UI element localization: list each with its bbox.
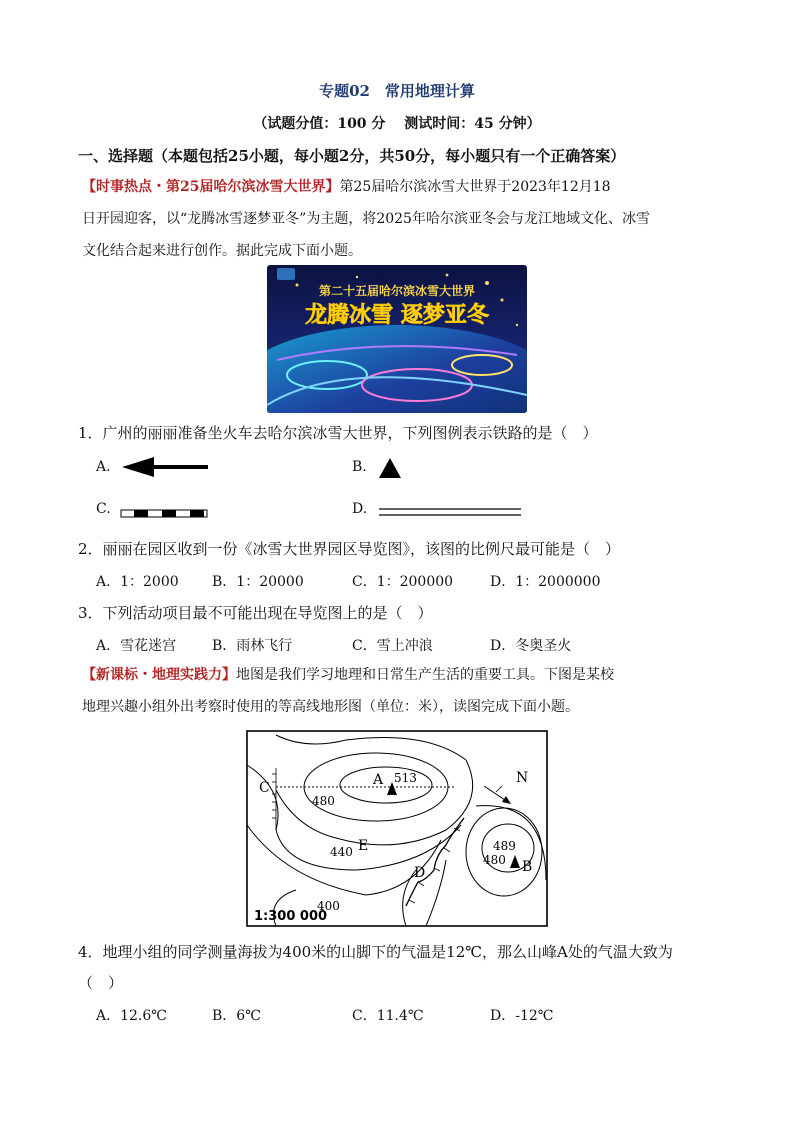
q3-option-d[interactable]: D．冬奥圣火 [490, 638, 572, 654]
q1-option-a-symbol [120, 457, 210, 481]
material-2-line-1 [82, 659, 614, 691]
label-c: C [259, 780, 270, 796]
label-b: B [522, 859, 533, 875]
q4-option-b[interactable]: B．6℃ [212, 1008, 261, 1024]
q3-option-b[interactable]: B．雨林飞行 [212, 638, 293, 654]
elevation-440: 440 [330, 845, 353, 859]
contour-map [246, 730, 548, 931]
question-3: 3．下列活动项目最不可能出现在导览图上的是（ ） [78, 604, 433, 622]
elevation-400: 400 [317, 899, 340, 913]
material-1-text: 第25届哈尔滨冰雪大世界于2023年12月18 [339, 179, 611, 195]
photo-banner-main: 龙腾冰雪 逐梦亚冬 [305, 303, 489, 328]
elevation-480-right: 480 [483, 853, 506, 867]
test-info: （试题分值：100 分 测试时间：45 分钟） [253, 116, 541, 132]
map-scale: 1:300 000 [254, 909, 328, 924]
elevation-513: 513 [394, 771, 417, 785]
material-2-text: 地图是我们学习地理和日常生产生活的重要工具。下图是某校 [236, 667, 614, 683]
q1-option-b-triangle-icon [378, 457, 402, 483]
q4-option-a[interactable]: A．12.6℃ [96, 1008, 167, 1024]
elevation-480-left: 480 [312, 794, 335, 808]
page-title: 专题02 常用地理计算 [319, 82, 475, 100]
q2-option-b[interactable]: B．1：20000 [212, 574, 304, 590]
ice-snow-world-photo [267, 265, 527, 413]
q2-option-c[interactable]: C．1：200000 [352, 574, 454, 590]
label-a: A [373, 772, 384, 788]
photo-banner-top: 第二十五届哈尔滨冰雪大世界 [318, 284, 476, 298]
q3-option-a[interactable]: A．雪花迷宫 [96, 638, 177, 654]
q4-option-c[interactable]: C．11.4℃ [352, 1008, 424, 1024]
label-d: D [414, 865, 426, 881]
label-e: E [358, 838, 369, 854]
q1-option-d-double-line-symbol [378, 503, 524, 522]
q1-option-a[interactable]: A. [96, 459, 111, 475]
material-1-tag: 【时事热点・第25届哈尔滨冰雪大世界】 [82, 179, 340, 195]
question-4-line-1: 4．地理小组的同学测量海拔为400米的山脚下的气温是12℃，那么山峰A处的气温大致为 [78, 943, 673, 961]
material-1-line-2: 日开园迎客，以“龙腾冰雪逐梦亚冬”为主题，将2025年哈尔滨亚冬会与龙江地域文化、冰雪 [82, 211, 650, 227]
q1-option-b[interactable]: B. [352, 459, 367, 475]
q3-option-c[interactable]: C．雪上冲浪 [352, 638, 433, 654]
q1-option-c-railway-symbol [120, 505, 210, 524]
section-heading: 一、选择题（本题包括25小题，每小题2分，共50分，每小题只有一个正确答案） [78, 147, 626, 165]
question-1: 1．广州的丽丽准备坐火车去哈尔滨冰雪大世界，下列图例表示铁路的是（ ） [78, 424, 598, 442]
q1-option-d[interactable]: D. [352, 501, 368, 517]
q2-option-a[interactable]: A．1：2000 [96, 574, 179, 590]
material-2-tag: 【新课标・地理实践力】 [82, 667, 236, 683]
question-2: 2．丽丽在园区收到一份《冰雪大世界园区导览图》，该图的比例尺最可能是（ ） [78, 540, 621, 558]
question-4-line-2: （ ） [78, 974, 124, 992]
q2-option-d[interactable]: D．1：2000000 [490, 574, 601, 590]
q4-option-d[interactable]: D．-12℃ [490, 1008, 554, 1024]
material-1-line-3: 文化结合起来进行创作。据此完成下面小题。 [82, 243, 362, 259]
north-label: N [516, 770, 529, 786]
material-1-line-1 [82, 171, 611, 203]
elevation-489: 489 [493, 839, 516, 853]
q1-option-c[interactable]: C. [96, 501, 111, 517]
material-2-line-2: 地理兴趣小组外出考察时使用的等高线地形图（单位：米），读图完成下面小题。 [82, 699, 579, 715]
